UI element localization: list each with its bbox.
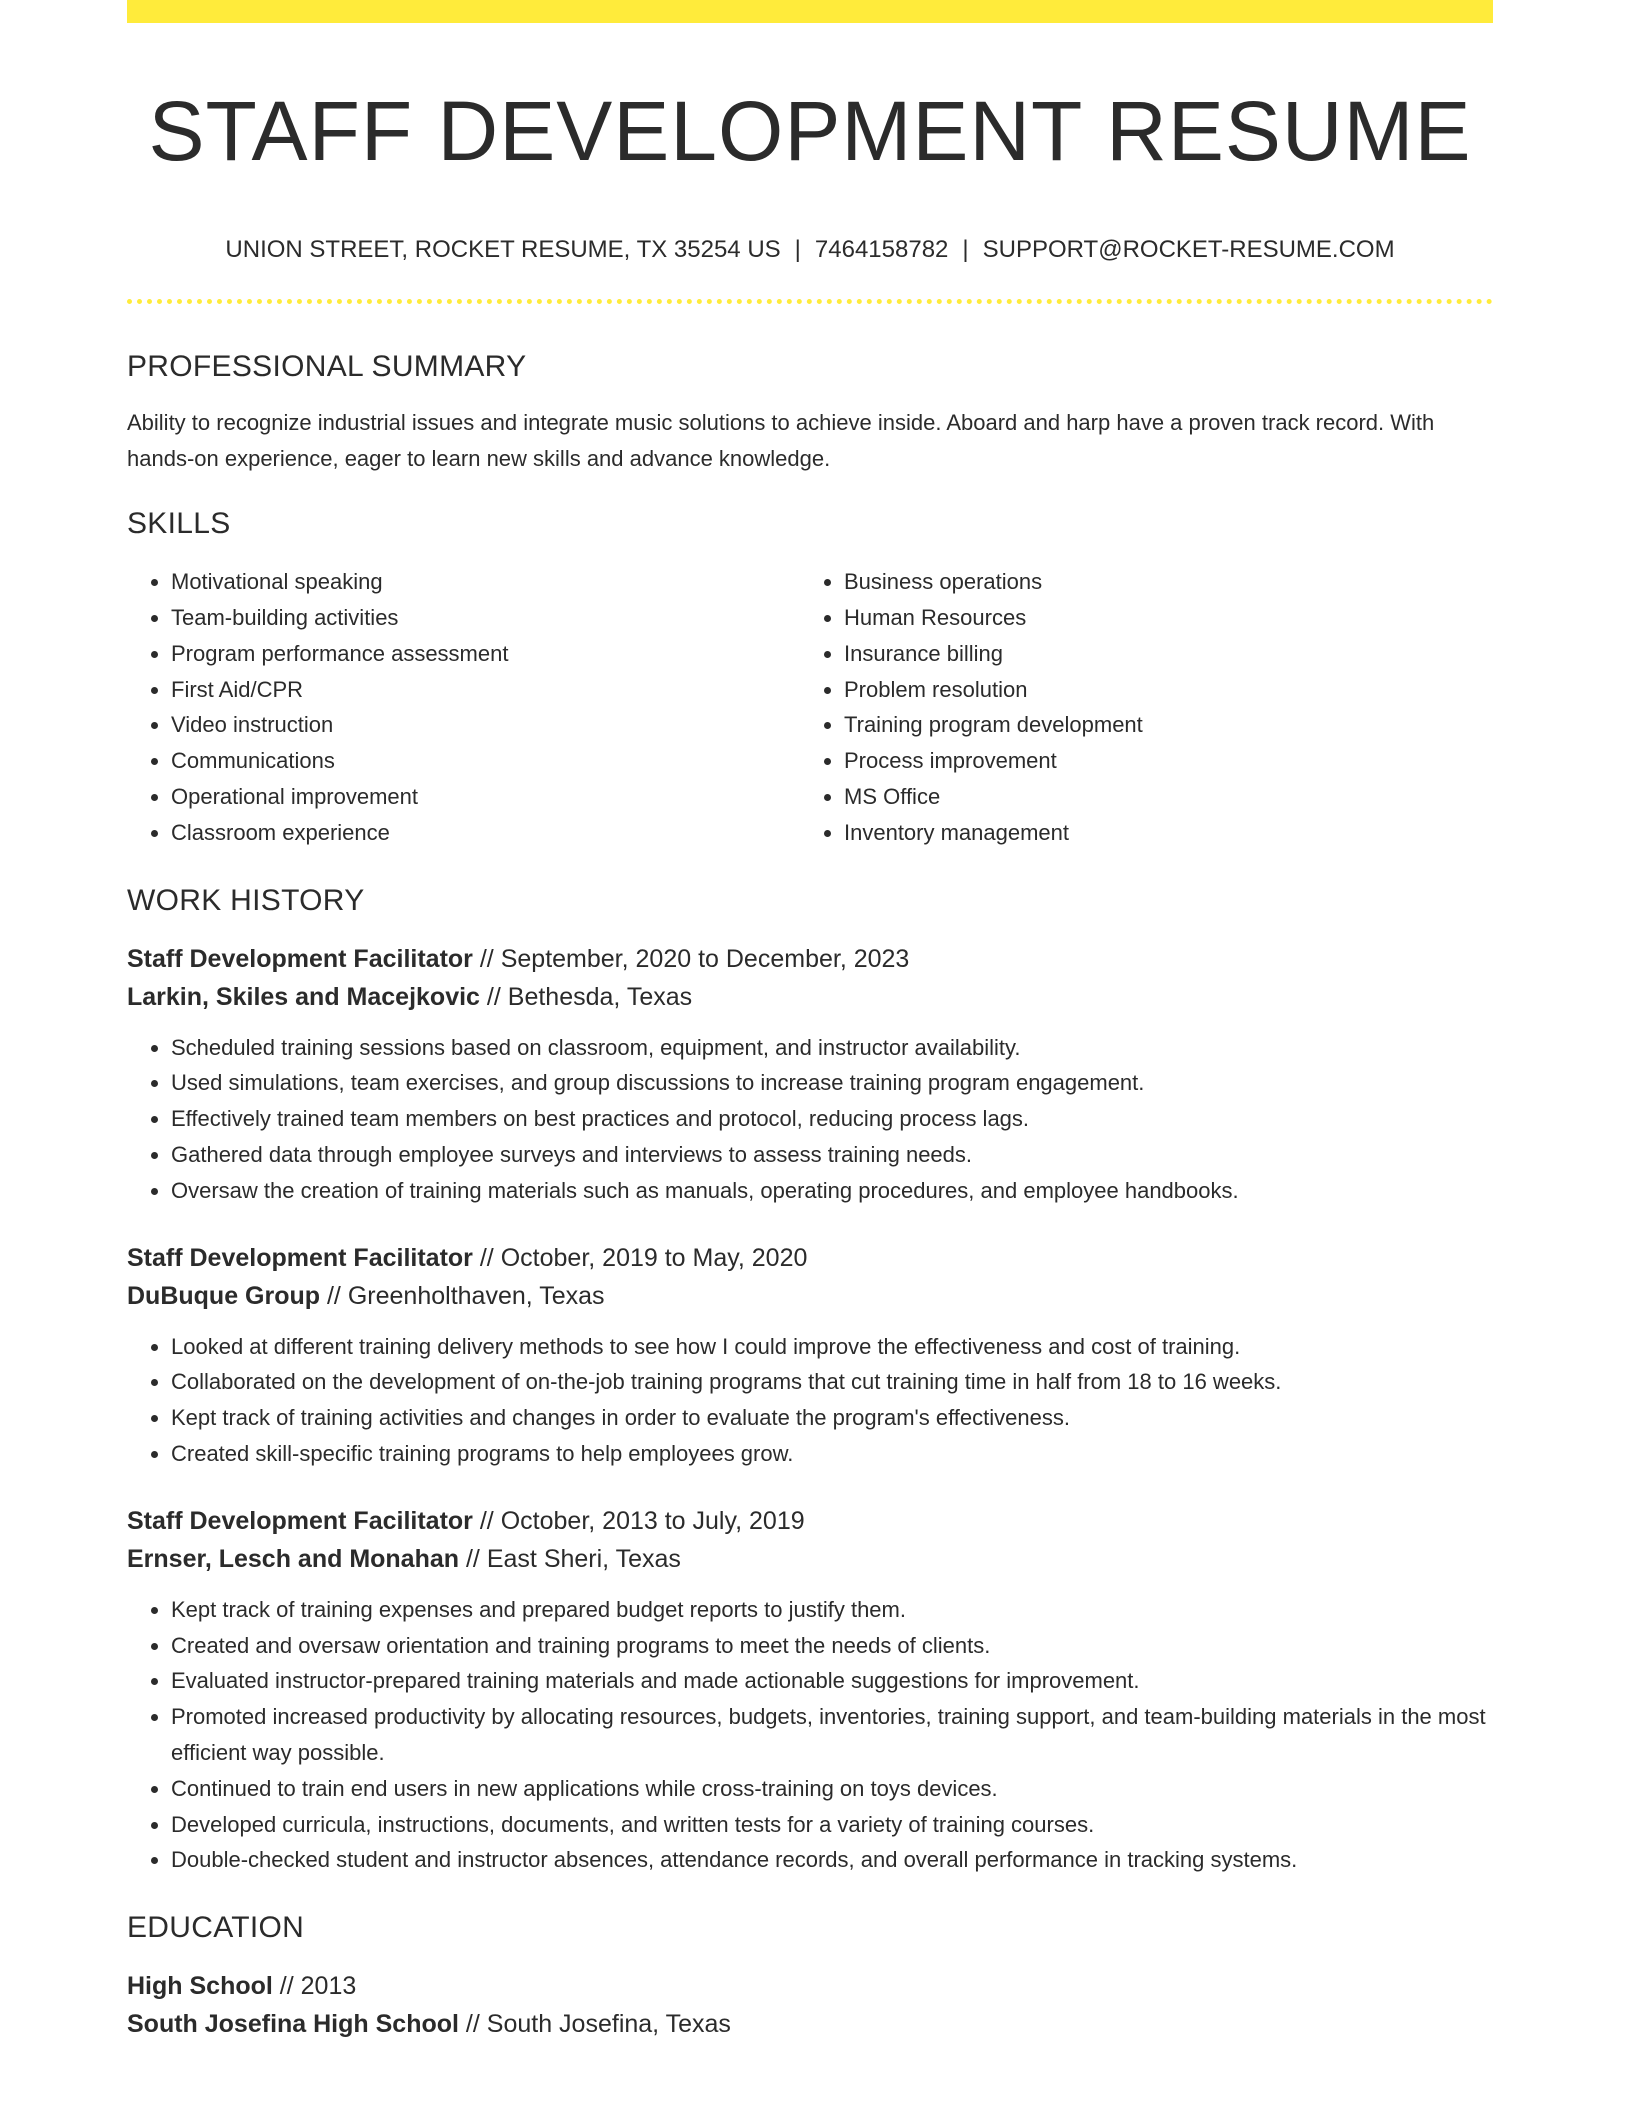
graduation-year: 2013 bbox=[300, 1972, 357, 2001]
skill-item: • Human Resources bbox=[844, 600, 1473, 636]
company-name: Larkin, Skiles and Macejkovic bbox=[127, 982, 480, 1011]
skill-item: • Training program development bbox=[844, 707, 1473, 743]
duty-item: • Promoted increased productivity by allocating resources, budgets, inventories, training support, and team-building materials in the most efficient way possible. bbox=[171, 1699, 1493, 1771]
dotted-divider bbox=[127, 299, 1493, 304]
duty-item: • Kept track of training activities and changes in order to evaluate the program's effectiveness. bbox=[171, 1400, 1493, 1436]
job-duties bbox=[127, 1030, 1493, 1209]
job-company-line bbox=[127, 978, 1493, 1016]
duty-item: • Kept track of training expenses and prepared budget reports to justify them. bbox=[171, 1592, 1493, 1628]
skill-item: • Operational improvement bbox=[171, 779, 800, 815]
duty-item: • Evaluated instructor-prepared training materials and made actionable suggestions for improvement. bbox=[171, 1663, 1493, 1699]
duty-item: • Continued to train end users in new applications while cross-training on toys devices. bbox=[171, 1771, 1493, 1807]
job-entry bbox=[127, 1239, 1493, 1472]
skill-item: • First Aid/CPR bbox=[171, 672, 800, 708]
duty-item: • Scheduled training sessions based on classroom, equipment, and instructor availability. bbox=[171, 1030, 1493, 1066]
job-title-line bbox=[127, 940, 1493, 978]
duty-item: • Developed curricula, instructions, documents, and written tests for a variety of training courses. bbox=[171, 1807, 1493, 1843]
skill-item: • Motivational speaking bbox=[171, 564, 800, 600]
job-company-line bbox=[127, 1277, 1493, 1315]
work-history-heading: WORK HISTORY bbox=[127, 883, 365, 917]
resume-title: STAFF DEVELOPMENT RESUME bbox=[148, 84, 1472, 178]
skills-column-left bbox=[127, 564, 800, 850]
education-entry bbox=[127, 1967, 1493, 2043]
company-name: Ernser, Lesch and Monahan bbox=[127, 1544, 460, 1573]
skill-item: • Program performance assessment bbox=[171, 636, 800, 672]
job-title: Staff Development Facilitator bbox=[127, 1243, 473, 1272]
accent-bar bbox=[127, 0, 1493, 23]
job-dates: October, 2013 to July, 2019 bbox=[500, 1506, 805, 1535]
skill-item: • Insurance billing bbox=[844, 636, 1473, 672]
job-location: Greenholthaven, Texas bbox=[347, 1281, 605, 1310]
divider: // bbox=[465, 2010, 480, 2039]
duty-item: • Created and oversaw orientation and training programs to meet the needs of clients. bbox=[171, 1628, 1493, 1664]
degree: High School bbox=[127, 1972, 273, 2001]
education-heading: EDUCATION bbox=[127, 1911, 305, 1945]
resume-page bbox=[127, 0, 1493, 2043]
job-entry bbox=[127, 940, 1493, 1209]
duty-item: • Used simulations, team exercises, and group discussions to increase training program engagement. bbox=[171, 1065, 1493, 1101]
job-duties bbox=[127, 1592, 1493, 1878]
skill-item: • Problem resolution bbox=[844, 672, 1473, 708]
job-location: East Sheri, Texas bbox=[486, 1544, 681, 1573]
phone: 7464158782 bbox=[814, 236, 949, 264]
skill-item: • Business operations bbox=[844, 564, 1473, 600]
school-name: South Josefina High School bbox=[127, 2010, 459, 2039]
skills-heading: SKILLS bbox=[127, 507, 231, 541]
summary-text: Ability to recognize industrial issues and integrate music solutions to achieve inside. Aboard and harp have a proven track record. With hands-on experience, eager to learn new skills and advance knowledge. bbox=[127, 410, 1435, 472]
summary-heading: PROFESSIONAL SUMMARY bbox=[127, 350, 527, 384]
job-duties bbox=[127, 1329, 1493, 1472]
duty-item: • Collaborated on the development of on-the-job training programs that cut training time in half from 18 to 16 weeks. bbox=[171, 1364, 1493, 1400]
job-title-line bbox=[127, 1502, 1493, 1540]
divider: // bbox=[279, 1972, 294, 2001]
divider: // bbox=[465, 1544, 480, 1573]
duty-item: • Gathered data through employee surveys and interviews to assess training needs. bbox=[171, 1137, 1493, 1173]
job-title-line bbox=[127, 1239, 1493, 1277]
divider: // bbox=[326, 1281, 341, 1310]
duty-item: • Double-checked student and instructor absences, attendance records, and overall performance in tracking systems. bbox=[171, 1842, 1493, 1878]
skill-item: • Team-building activities bbox=[171, 600, 800, 636]
skill-item: • Process improvement bbox=[844, 743, 1473, 779]
skill-item: • Communications bbox=[171, 743, 800, 779]
address: UNION STREET, ROCKET RESUME, TX 35254 US bbox=[225, 236, 781, 264]
duty-item: • Looked at different training delivery methods to see how I could improve the effectiveness and cost of training. bbox=[171, 1329, 1493, 1365]
job-title: Staff Development Facilitator bbox=[127, 944, 473, 973]
degree-line bbox=[127, 1967, 1493, 2005]
job-company-line bbox=[127, 1540, 1493, 1578]
job-entry bbox=[127, 1502, 1493, 1878]
divider: // bbox=[479, 1243, 494, 1272]
skill-item: • Classroom experience bbox=[171, 815, 800, 851]
skill-item: • MS Office bbox=[844, 779, 1473, 815]
duty-item: • Effectively trained team members on best practices and protocol, reducing process lags. bbox=[171, 1101, 1493, 1137]
divider: // bbox=[479, 944, 494, 973]
contact-separator: | bbox=[794, 236, 801, 264]
school-location: South Josefina, Texas bbox=[486, 2010, 731, 2039]
job-title: Staff Development Facilitator bbox=[127, 1506, 473, 1535]
skill-item: • Video instruction bbox=[171, 707, 800, 743]
contact-line bbox=[127, 236, 1493, 265]
duty-item: • Created skill-specific training programs to help employees grow. bbox=[171, 1436, 1493, 1472]
company-name: DuBuque Group bbox=[127, 1281, 321, 1310]
divider: // bbox=[486, 982, 501, 1011]
duty-item: • Oversaw the creation of training materials such as manuals, operating procedures, and employee handbooks. bbox=[171, 1173, 1493, 1209]
school-line bbox=[127, 2005, 1493, 2043]
skills-list bbox=[127, 564, 1493, 850]
skills-column-right bbox=[800, 564, 1473, 850]
job-dates: October, 2019 to May, 2020 bbox=[500, 1243, 808, 1272]
email: SUPPORT@ROCKET-RESUME.COM bbox=[982, 236, 1395, 264]
job-dates: September, 2020 to December, 2023 bbox=[500, 944, 910, 973]
contact-separator: | bbox=[962, 236, 969, 264]
job-location: Bethesda, Texas bbox=[507, 982, 693, 1011]
divider: // bbox=[479, 1506, 494, 1535]
skill-item: • Inventory management bbox=[844, 815, 1473, 851]
